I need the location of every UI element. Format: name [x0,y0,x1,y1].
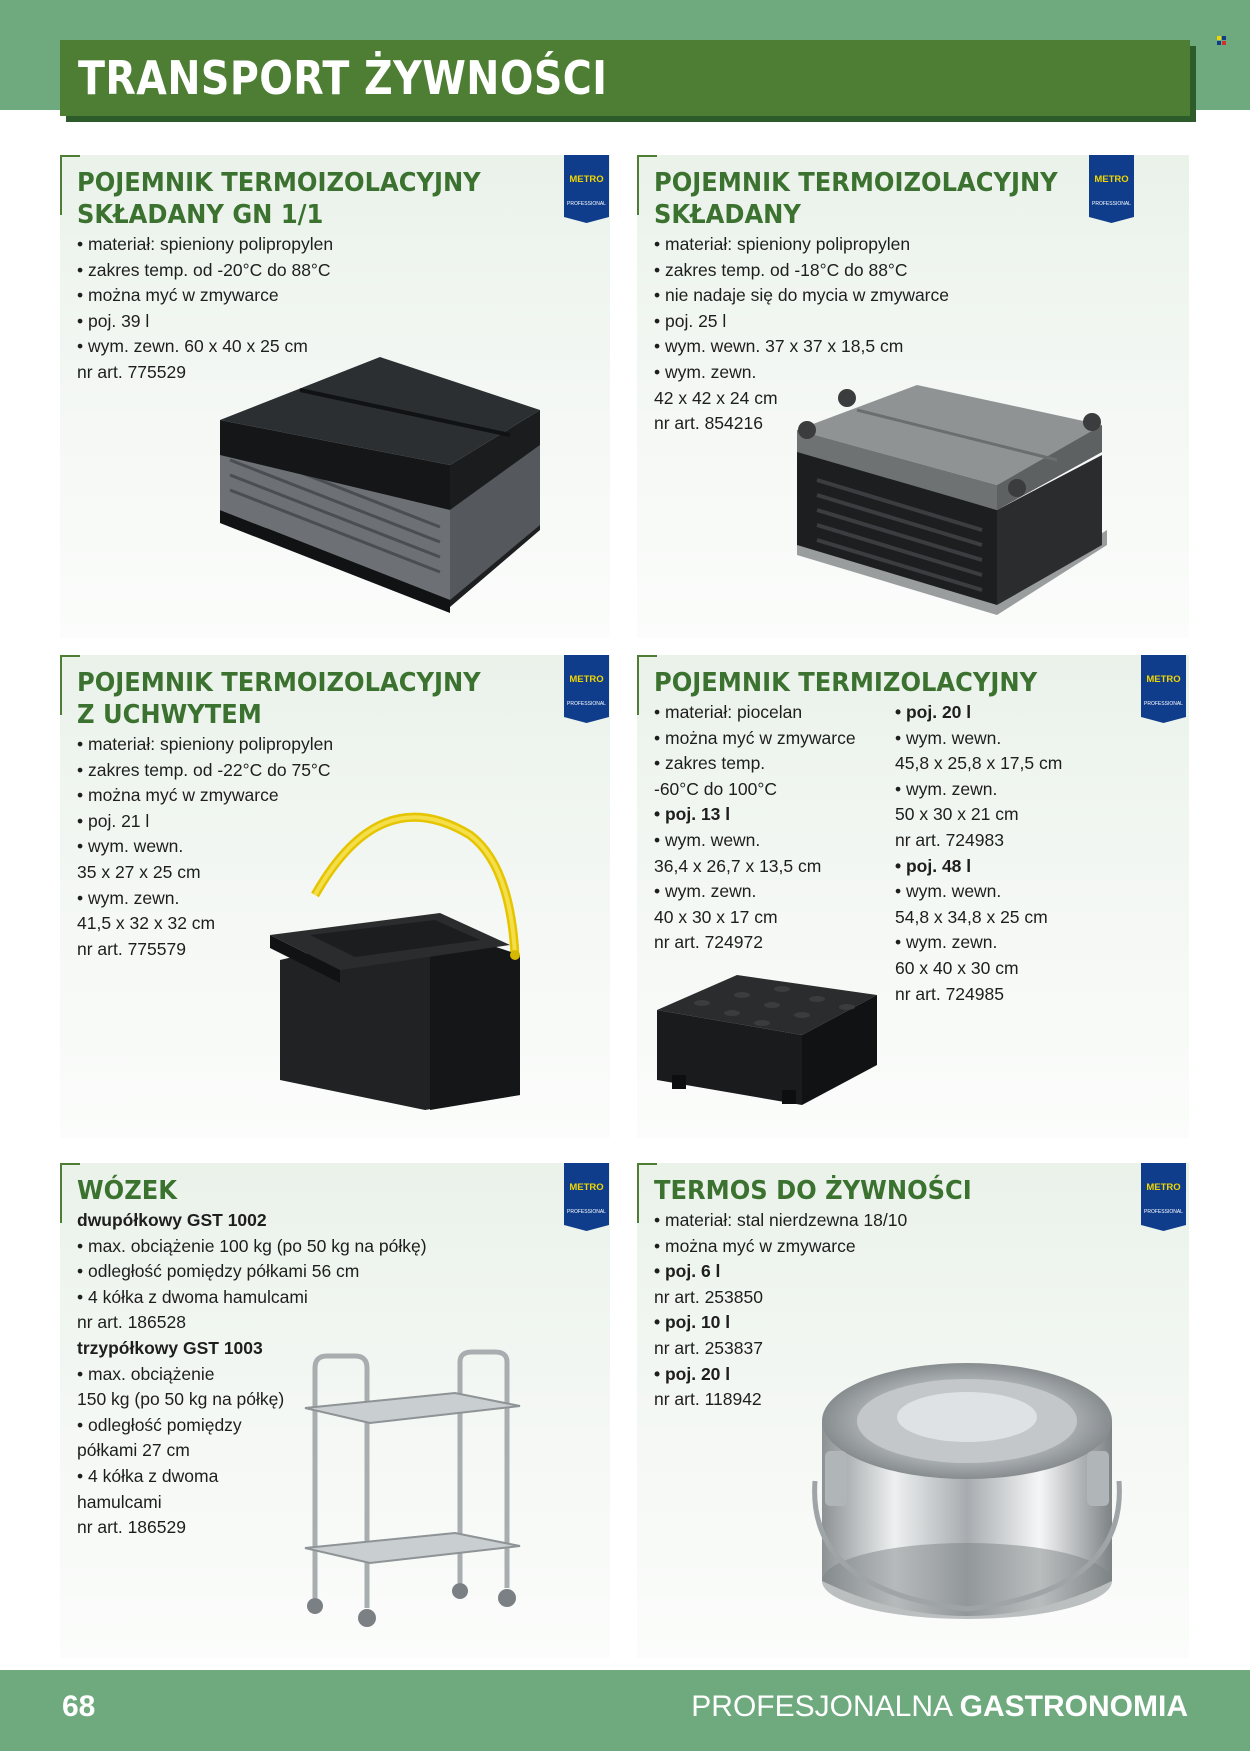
text-line: • wym. zewn. 60 x 40 x 25 cm [77,336,308,357]
text-line: POJEMNIK TERMOIZOLACYJNY [77,168,481,198]
metro-professional-badge [564,1163,609,1231]
text-line: METRO [569,174,604,185]
text-line: • wym. wewn. [895,881,1002,902]
text-line: • zakres temp. od -22°C do 75°C [77,759,331,780]
product-title [77,167,481,231]
metro-dots-icon [1217,36,1229,46]
product-title [654,1175,972,1207]
product-panel-thermos [637,1163,1189,1658]
text-line: nr art. 724985 [895,983,1004,1004]
text-line: 36,4 x 26,7 x 13,5 cm [654,855,822,876]
text-line: • wym. zewn. [654,361,757,382]
text-line: dwupółkowy GST 1002 [77,1210,267,1230]
product-title [77,1175,177,1207]
text-line: • odległość pomiędzy półkami 56 cm [77,1261,360,1282]
text-line: PROFESSIONAL [567,1209,606,1215]
text-line: • odległość pomiędzy [77,1414,242,1435]
product-title [77,667,481,731]
text-line: • poj. 48 l [895,855,972,876]
text-line: • poj. 13 l [654,804,731,825]
text-line: TERMOS DO ŻYWNOŚCI [654,1176,972,1206]
foldable-thermo-box-image [210,345,550,615]
text-line: 35 x 27 x 25 cm [77,861,201,882]
text-line: Z UCHWYTEM [77,700,262,730]
text-line: • wym. zewn. [77,887,180,908]
text-line: METRO [1094,174,1129,185]
foldable-square-box-image [787,370,1117,625]
text-line: • zakres temp. od -20°C do 88°C [77,259,331,280]
text-line: • nie nadaje się do mycia w zmywarce [654,285,949,306]
text-line: nr art. 724983 [895,829,1004,850]
text-line: • poj. 10 l [654,1312,731,1333]
text-line: POJEMNIK TERMIZOLACYJNY [654,668,1038,698]
text-line: nr art. 186528 [77,1312,186,1333]
text-line: nr art. 186529 [77,1517,186,1538]
text-line: • materiał: spieniony polipropylen [77,734,334,754]
text-line: • można myć w zmywarce [77,285,279,306]
text-line: nr art. 854216 [654,413,763,434]
product-panel-with-handle [60,655,610,1138]
text-line: • poj. 20 l [654,1363,731,1384]
text-line: 40 x 30 x 17 cm [654,906,778,927]
text-line: • wym. wewn. [895,727,1002,748]
text-line: WÓZEK [77,1176,178,1206]
text-line: PROFESJONALNA [691,1690,960,1723]
text-line: • materiał: piocelan [654,702,803,722]
text-line: nr art. 118942 [654,1389,762,1410]
product-panel-epp-box [637,655,1189,1138]
text-line: hamulcami [77,1491,162,1512]
text-line: • materiał: spieniony polipropylen [654,234,911,254]
text-line: • poj. 6 l [654,1261,721,1282]
metro-professional-badge [564,155,609,223]
section-tag [691,1690,1188,1724]
text-line: GASTRONOMIA [959,1690,1188,1723]
product-panel-foldable-gn11 [60,155,610,638]
text-line: METRO [569,674,604,685]
text-line: nr art. 724972 [654,932,763,953]
text-line: • zakres temp. [654,753,766,774]
text-line: półkami 27 cm [77,1440,190,1461]
text-line: nr art. 253850 [654,1286,763,1307]
text-line: PROFESSIONAL [1144,701,1183,707]
text-line: nr art. 253837 [654,1337,763,1358]
text-line: • materiał: spieniony polipropylen [77,234,334,254]
text-line: 54,8 x 34,8 x 25 cm [895,906,1048,927]
text-line: • można myć w zmywarce [654,1235,856,1256]
text-line: • max. obciążenie 100 kg (po 50 kg na półkę) [77,1235,427,1256]
text-line: 150 kg (po 50 kg na półkę) [77,1389,285,1410]
page-title: TRANSPORT ŻYWNOŚCI [78,51,608,105]
text-line: 50 x 30 x 21 cm [895,804,1019,825]
text-line: • 4 kółka z dwoma hamulcami [77,1286,308,1307]
product-panel-trolley [60,1163,610,1658]
text-line: PROFESSIONAL [1092,201,1131,207]
page-number: 68 [62,1690,96,1723]
text-line: • wym. wewn. 37 x 37 x 18,5 cm [654,336,904,357]
metro-professional-badge [1141,1163,1186,1231]
text-line: 60 x 40 x 30 cm [895,957,1019,978]
thermo-box-handle-image [270,805,560,1115]
epp-box-image [652,965,882,1115]
text-line: • wym. zewn. [654,881,757,902]
text-line: • poj. 21 l [77,810,150,831]
text-line: • zakres temp. od -18°C do 88°C [654,259,908,280]
text-line: PROFESSIONAL [567,201,606,207]
text-line: • 4 kółka z dwoma [77,1465,219,1486]
text-line: 42 x 42 x 24 cm [654,387,778,408]
text-line: SKŁADANY [654,200,801,230]
text-line: 45,8 x 25,8 x 17,5 cm [895,753,1063,774]
text-line: POJEMNIK TERMOIZOLACYJNY [77,668,481,698]
metro-professional-badge [1141,655,1186,723]
product-specs-col2 [895,700,1062,1007]
text-line: • poj. 20 l [895,702,972,722]
text-line: METRO [1146,674,1181,685]
text-line: SKŁADANY GN 1/1 [77,200,324,230]
stainless-thermos-image [807,1341,1127,1641]
text-line: • poj. 39 l [77,310,150,331]
text-line: • wym. zewn. [895,778,998,799]
metro-professional-badge [564,655,609,723]
text-line: 41,5 x 32 x 32 cm [77,913,216,934]
text-line: • wym. wewn. [654,829,761,850]
title-bar [60,40,1190,116]
text-line: POJEMNIK TERMOIZOLACYJNY [654,168,1058,198]
product-title [654,667,1037,699]
text-line: -60°C do 100°C [654,778,777,799]
text-line: PROFESSIONAL [1144,1209,1183,1215]
product-title [654,167,1058,231]
text-line: • wym. zewn. [895,932,998,953]
product-panel-foldable-square [637,155,1189,638]
footer-band [0,1670,1250,1751]
stainless-trolley-image [295,1348,555,1638]
text-line: • poj. 25 l [654,310,727,331]
text-line: • max. obciążenie [77,1363,215,1384]
metro-professional-badge [1089,155,1134,223]
text-line: nr art. 775529 [77,361,186,382]
text-line: • można myć w zmywarce [654,727,856,748]
text-line: • można myć w zmywarce [77,785,279,806]
text-line: METRO [569,1182,604,1193]
text-line: nr art. 775579 [77,938,186,959]
text-line: METRO [1146,1182,1181,1193]
text-line: trzypółkowy GST 1003 [77,1337,263,1358]
text-line: PROFESSIONAL [567,701,606,707]
text-line: • materiał: stal nierdzewna 18/10 [654,1210,908,1230]
product-specs-col1 [654,700,856,956]
text-line: • wym. wewn. [77,836,184,857]
